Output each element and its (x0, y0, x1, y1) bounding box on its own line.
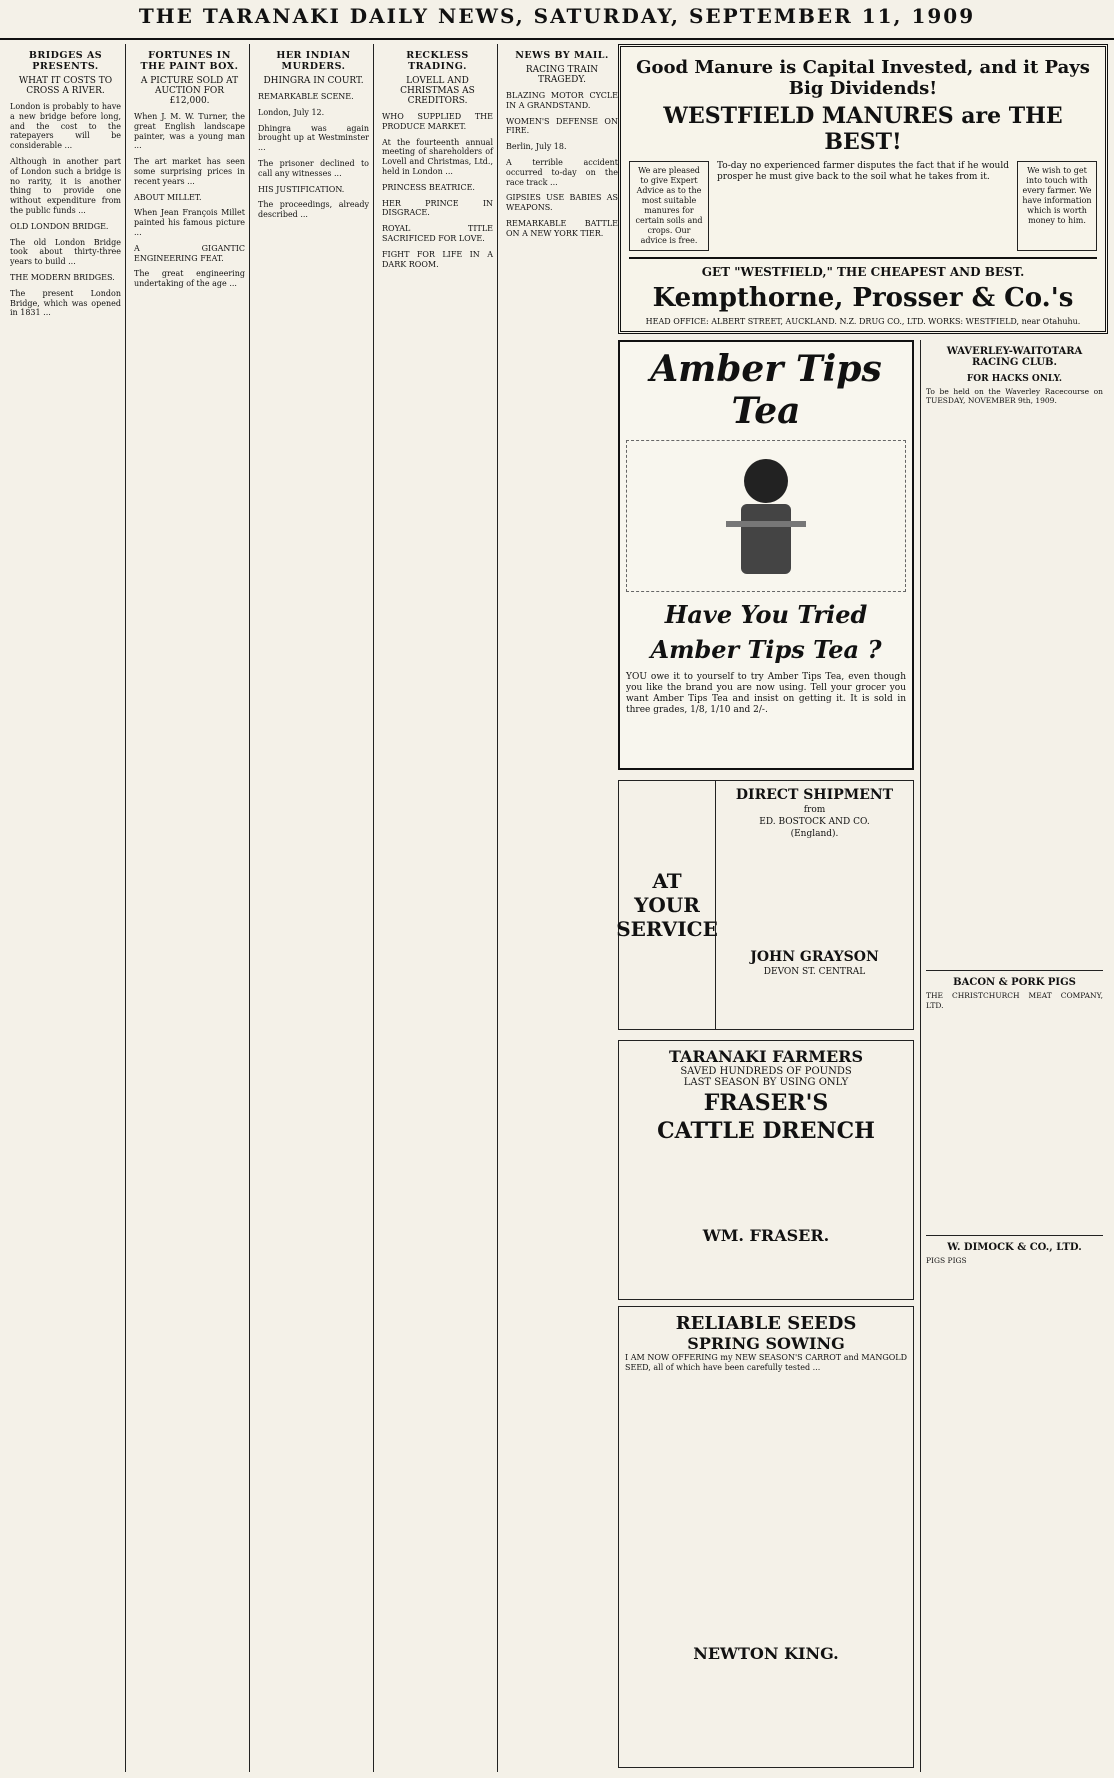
farmers-brand: FRASER'S (703, 1090, 829, 1116)
direct-supplier: ED. BOSTOCK AND CO. (759, 817, 870, 827)
seeds-title: RELIABLE SEEDS (675, 1313, 857, 1334)
column-4-para: HER PRINCE IN DISGRACE. (382, 198, 493, 218)
column-5-para: WOMEN'S DEFENSE ON FIRE. (506, 116, 618, 136)
column-5-head: NEWS BY MAIL. (515, 50, 609, 61)
amber-question: Have You Tried (664, 600, 868, 629)
seeds-body: I AM NOW OFFERING my NEW SEASON'S CARROT and MANGOLD SEED, all of which have been carefully tested ... (625, 1353, 907, 1372)
amber-brand: Amber Tips Tea (650, 348, 882, 432)
reliable-seeds-ad (618, 1306, 914, 1768)
column-1-para: OLD LONDON BRIDGE. (10, 221, 109, 231)
racing-body: To be held on the Waverley Racecourse on TUESDAY, NOVEMBER 9th, 1909. (926, 387, 1103, 406)
column-3-para: The prisoner declined to call any witnesses ... (258, 158, 369, 178)
westfield-headline: Good Manure is Capital Invested, and it Pays Big Dividends! (636, 57, 1090, 99)
westfield-side-left: We are pleased to give Expert Advice as to the most suitable manures for certain soils and crops. Our advice is free. (629, 161, 709, 251)
direct-title: DIRECT SHIPMENT (735, 787, 894, 803)
column-5-para: BLAZING MOTOR CYCLE IN A GRANDSTAND. (506, 91, 618, 110)
farmers-vendor: WM. FRASER. (702, 1226, 830, 1245)
amber-tips-ad (618, 340, 914, 770)
racing-title: WAVERLEY-WAITOTARA RACING CLUB. (946, 346, 1083, 368)
column-2-para: The great engineering undertaking of the age ... (134, 269, 245, 289)
farmers-saved: SAVED HUNDREDS OF POUNDS (680, 1066, 852, 1077)
column-3-head: HER INDIAN MURDERS. (276, 50, 351, 72)
column-3-sub: DHINGRA IN COURT. (263, 76, 364, 86)
column-3-para: HIS JUSTIFICATION. (258, 184, 345, 194)
bacon-sub: THE CHRISTCHURCH MEAT COMPANY, LTD. (926, 991, 1103, 1010)
direct-name: JOHN GRAYSON (750, 949, 879, 965)
column-3-para: London, July 12. (258, 107, 325, 117)
column-5 (502, 44, 622, 1772)
column-4-para: ROYAL TITLE SACRIFICED FOR LOVE. (382, 224, 493, 243)
at-your-service: AT YOUR SERVICE (619, 781, 716, 1029)
bacon-title: BACON & PORK PIGS (953, 977, 1076, 989)
column-2-para: A GIGANTIC ENGINEERING FEAT. (134, 243, 245, 263)
amber-body: YOU owe it to yourself to try Amber Tips Tea, even though you like the brand you are now using. Tell your grocer you want Amber Tips Tea and insist on getting it. It is sold in three grades, 1/8, 1/10 and 2/-. (626, 672, 906, 715)
column-5-sub: RACING TRAIN TRAGEDY. (525, 65, 599, 85)
column-5-para: GIPSIES USE BABIES AS WEAPONS. (506, 193, 618, 213)
column-2-head: FORTUNES IN THE PAINT BOX. (140, 50, 239, 72)
column-1-para: London is probably to have a new bridge before long, and the cost to the ratepayers will be considerable ... (10, 102, 121, 151)
masthead (0, 0, 1114, 40)
direct-place: DEVON ST. CENTRAL (763, 967, 866, 977)
column-2-para: ABOUT MILLET. (134, 192, 202, 202)
right-column (920, 340, 1108, 1772)
westfield-company: Kempthorne, Prosser & Co.'s (652, 283, 1074, 313)
direct-country: (England). (790, 829, 839, 839)
column-5-para: Berlin, July 18. (506, 142, 567, 152)
column-1 (6, 44, 126, 1772)
column-4 (378, 44, 498, 1772)
westfield-body: To-day no experienced farmer disputes the fact that if he would prosper he must give back to the soil what he takes from it. (717, 161, 1009, 182)
column-5-para: REMARKABLE BATTLE ON A NEW YORK TIER. (506, 218, 618, 238)
cattle-drench-ad (618, 1040, 914, 1300)
column-1-para: THE MODERN BRIDGES. (10, 272, 115, 282)
column-2-para: When J. M. W. Turner, the great English landscape painter, was a young man ... (134, 112, 245, 151)
farmers-product: CATTLE DRENCH (657, 1118, 875, 1144)
column-3 (254, 44, 374, 1772)
column-2-sub: A PICTURE SOLD AT AUCTION FOR £12,000. (140, 76, 239, 106)
seeds-sub: SPRING SOWING (687, 1334, 845, 1353)
dimock-title: W. DIMOCK & CO., LTD. (947, 1241, 1082, 1253)
column-1-head: BRIDGES AS PRESENTS. (28, 50, 103, 72)
column-4-sub: LOVELL AND CHRISTMAS AS CREDITORS. (400, 76, 475, 106)
amber-brand-2: Amber Tips Tea ? (650, 635, 882, 664)
westfield-manure-ad (618, 44, 1108, 334)
column-2-para: The art market has seen some surprising prices in recent years ... (134, 157, 245, 186)
column-1-para: The old London Bridge took about thirty-three years to build ... (10, 237, 121, 267)
column-2-para: When Jean François Millet painted his famous picture ... (134, 208, 245, 237)
westfield-tagline: GET "WESTFIELD," THE CHEAPEST AND BEST. (701, 265, 1025, 279)
amber-illustration (626, 440, 906, 592)
column-4-para: PRINCESS BEATRICE. (382, 182, 475, 192)
racing-sub: FOR HACKS ONLY. (966, 374, 1063, 384)
farmers-title: TARANAKI FARMERS (668, 1047, 864, 1066)
direct-from: from (803, 805, 826, 815)
column-4-para: FIGHT FOR LIFE IN A DARK ROOM. (382, 249, 493, 269)
column-5-para: A terrible accident occurred to-day on the race track ... (506, 157, 618, 187)
column-4-head: RECKLESS TRADING. (406, 50, 469, 72)
direct-shipment-ad (618, 780, 914, 1030)
column-1-para: The present London Bridge, which was opened in 1831 ... (10, 288, 121, 318)
column-1-para: Although in another part of London such a bridge is no rarity, it is another thing to provide one without expenditure from the public funds ... (10, 156, 121, 215)
column-3-para: REMARKABLE SCENE. (258, 92, 354, 101)
column-4-para: WHO SUPPLIED THE PRODUCE MARKET. (382, 112, 493, 131)
farmers-using: LAST SEASON BY USING ONLY (683, 1077, 849, 1088)
westfield-company-sub: HEAD OFFICE: ALBERT STREET, AUCKLAND. N.Z. DRUG CO., LTD. WORKS: WESTFIELD, near Otahuhu. (645, 317, 1081, 326)
column-2 (130, 44, 250, 1772)
column-3-para: The proceedings, already described ... (258, 200, 369, 220)
column-1-sub: WHAT IT COSTS TO CROSS A RIVER. (18, 76, 113, 96)
westfield-title: WESTFIELD MANURES are THE BEST! (663, 103, 1063, 155)
seeds-footer: NEWTON KING. (693, 1644, 839, 1663)
westfield-side-right: We wish to get into touch with every farmer. We have information which is worth money to him. (1017, 161, 1097, 251)
column-3-para: Dhingra was again brought up at Westminster ... (258, 123, 369, 153)
column-4-para: At the fourteenth annual meeting of shareholders of Lovell and Christmas, Ltd., held in London ... (382, 137, 493, 176)
dimock-sub: PIGS PIGS (926, 1255, 967, 1265)
newspaper-title: THE TARANAKI DAILY NEWS, SATURDAY, SEPTEMBER 11, 1909 (138, 4, 976, 28)
